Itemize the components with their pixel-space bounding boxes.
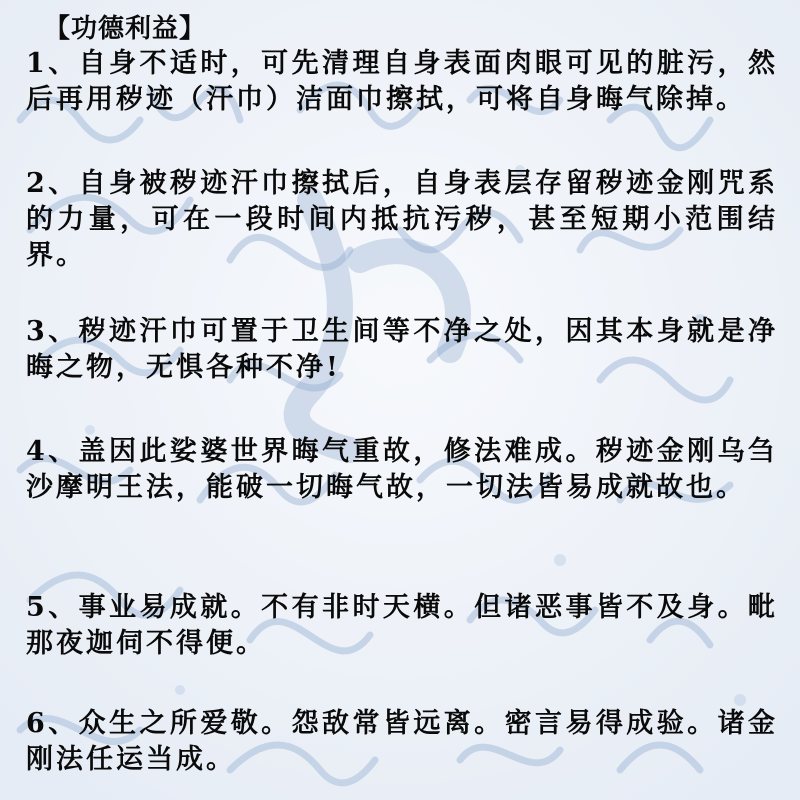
paragraph-3: 3、秽迹汗巾可置于卫生间等不净之处，因其本身就是净晦之物，无惧各种不净!: [26, 316, 778, 383]
paragraph-2: 2、自身被秽迹汗巾擦拭后，自身表层存留秽迹金刚咒系的力量，可在一段时间内抵抗污秽，甚至短期小范围结界。: [26, 168, 778, 271]
paragraph-1: 1、自身不适时，可先清理自身表面肉眼可见的脏污，然后再用秽迹（汗巾）洁面巾擦拭，可将自身晦气除掉。: [26, 48, 778, 115]
document-heading: 【功德利益】: [44, 14, 207, 44]
paragraph-5: 5、事业易成就。不有非时天横。但诸恶事皆不及身。毗那夜迦伺不得便。: [26, 592, 778, 659]
paragraph-4: 4、盖因此娑婆世界晦气重故，修法难成。秽迹金刚乌刍沙摩明王法，能破一切晦气故，一切法皆易成就故也。: [26, 436, 778, 503]
paragraph-6: 6、众生之所爱敬。怨敌常皆远离。密言易得成验。诸金刚法任运当成。: [26, 708, 778, 775]
